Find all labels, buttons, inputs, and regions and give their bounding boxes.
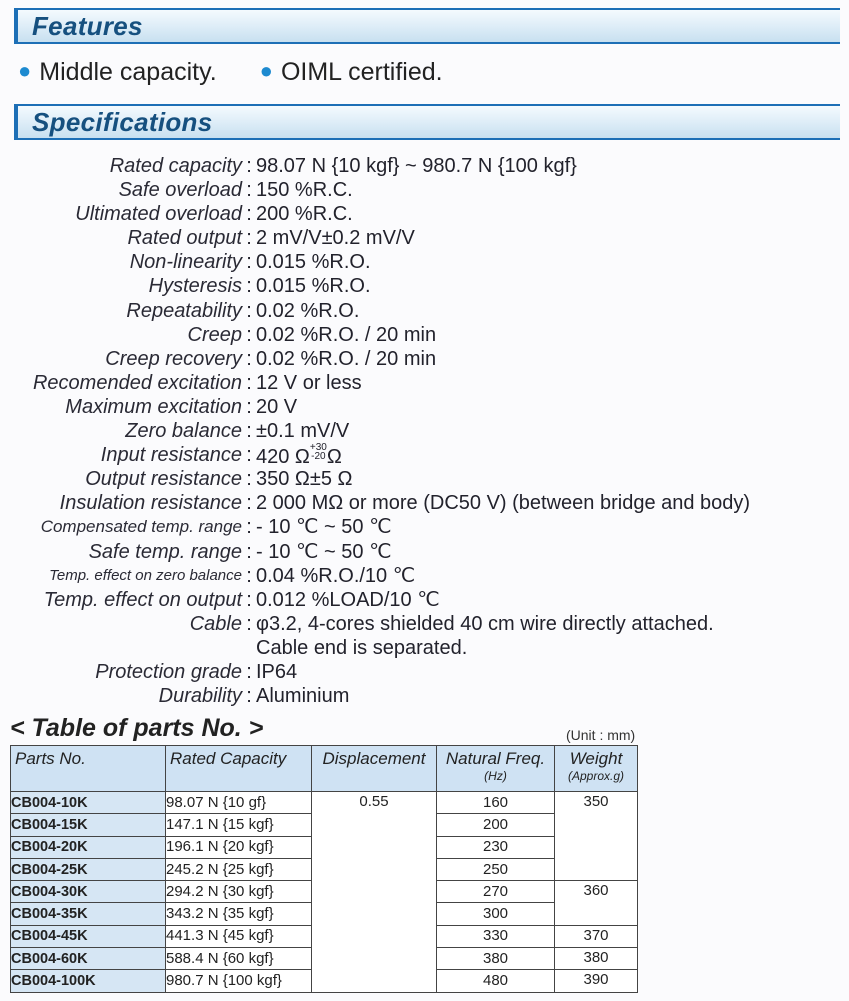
spec-row: Durability : Aluminium: [158, 685, 350, 708]
table-row: CB004-15K 147.1 N {15 kgf} 200: [11, 814, 638, 836]
spec-row: Creep recovery : 0.02 %R.O. / 20 min: [105, 347, 437, 370]
spec-row: Output resistance : 350 Ω±5 Ω: [85, 468, 353, 491]
col-displacement: Displacement: [312, 746, 437, 792]
spec-row: Safe temp. range : - 10 ℃ ~ 50 ℃: [88, 540, 392, 563]
spec-row: Creep : 0.02 %R.O. / 20 min: [187, 323, 437, 346]
spec-row: Temp. effect on output : 0.012 %LOAD/10 ℃: [43, 588, 440, 611]
spec-row: Rated capacity : 98.07 N {10 kgf} ~ 980.7 N {100 kgf}: [109, 155, 577, 177]
spec-row: Ultimated overload : 200 %R.C.: [75, 203, 353, 226]
table-row: CB004-30K 294.2 N {30 kgf} 270 360: [11, 881, 638, 903]
table-row: CB004-100K 980.7 N {100 kgf} 480 390: [11, 970, 638, 992]
spec-row: Recomended excitation : 12 V or less: [32, 371, 362, 394]
displacement-cell: 0.55: [312, 792, 437, 993]
col-weight: Weight (Approx.g): [555, 746, 638, 792]
spec-row: Maximum excitation : 20 V: [65, 395, 298, 418]
spec-row: Cable end is separated.: [256, 636, 468, 659]
spec-row: Non-linearity : 0.015 %R.O.: [129, 251, 371, 274]
parts-table-heading: < Table of parts No. >: [10, 714, 264, 742]
table-row: CB004-60K 588.4 N {60 kgf} 380 380: [11, 948, 638, 970]
spec-row: Compensated temp. range : - 10 ℃ ~ 50 ℃: [40, 516, 392, 539]
table-row: CB004-10K 98.07 N {10 gf} 0.55 160 350: [11, 792, 638, 814]
table-row: CB004-35K 343.2 N {35 kgf} 300: [11, 903, 638, 925]
bullet-icon: ●: [259, 58, 273, 83]
spec-row: Temp. effect on zero balance : 0.04 %R.O./10 ℃: [49, 564, 416, 587]
spec-row: Rated output : 2 mV/V±0.2 mV/V: [127, 227, 415, 250]
spec-row: Zero balance : ±0.1 mV/V: [125, 420, 350, 443]
tolerance-stack: +30 -20: [309, 442, 327, 463]
table-row: CB004-20K 196.1 N {20 kgf} 230: [11, 836, 638, 858]
col-natural-freq: Natural Freq. (Hz): [437, 746, 555, 792]
features-list: [18, 58, 479, 87]
spec-row: Input resistance : 420 Ω+30 -20Ω: [100, 442, 342, 469]
feature-item: ● OIML certified.: [259, 58, 443, 86]
bullet-icon: ●: [18, 58, 32, 83]
table-row: CB004-45K 441.3 N {45 kgf} 330 370: [11, 925, 638, 947]
features-header: [14, 8, 840, 44]
col-rated-capacity: Rated Capacity: [166, 746, 312, 792]
features-title: Features: [32, 11, 143, 41]
spec-row: Insulation resistance : 2 000 MΩ or more (DC50 V) (between bridge and body): [59, 492, 751, 515]
specifications-header: [14, 104, 840, 140]
specifications-title: Specifications: [32, 107, 213, 137]
table-header-row: [11, 746, 638, 792]
spec-list: [0, 154, 849, 708]
spec-row: Hysteresis : 0.015 %R.O.: [148, 275, 371, 298]
col-parts-no: Parts No.: [11, 746, 166, 792]
parts-table: [10, 745, 638, 993]
spec-row: Repeatability : 0.02 %R.O.: [126, 299, 360, 322]
unit-note: (Unit : mm): [566, 727, 636, 743]
feature-item: ● Middle capacity.: [18, 58, 217, 86]
table-row: CB004-25K 245.2 N {25 kgf} 250: [11, 858, 638, 880]
spec-row: Cable : φ3.2, 4-cores shielded 40 cm wire directly attached.: [189, 612, 714, 635]
spec-row: Safe overload : 150 %R.C.: [118, 179, 353, 202]
spec-row: Protection grade : IP64: [95, 660, 298, 683]
